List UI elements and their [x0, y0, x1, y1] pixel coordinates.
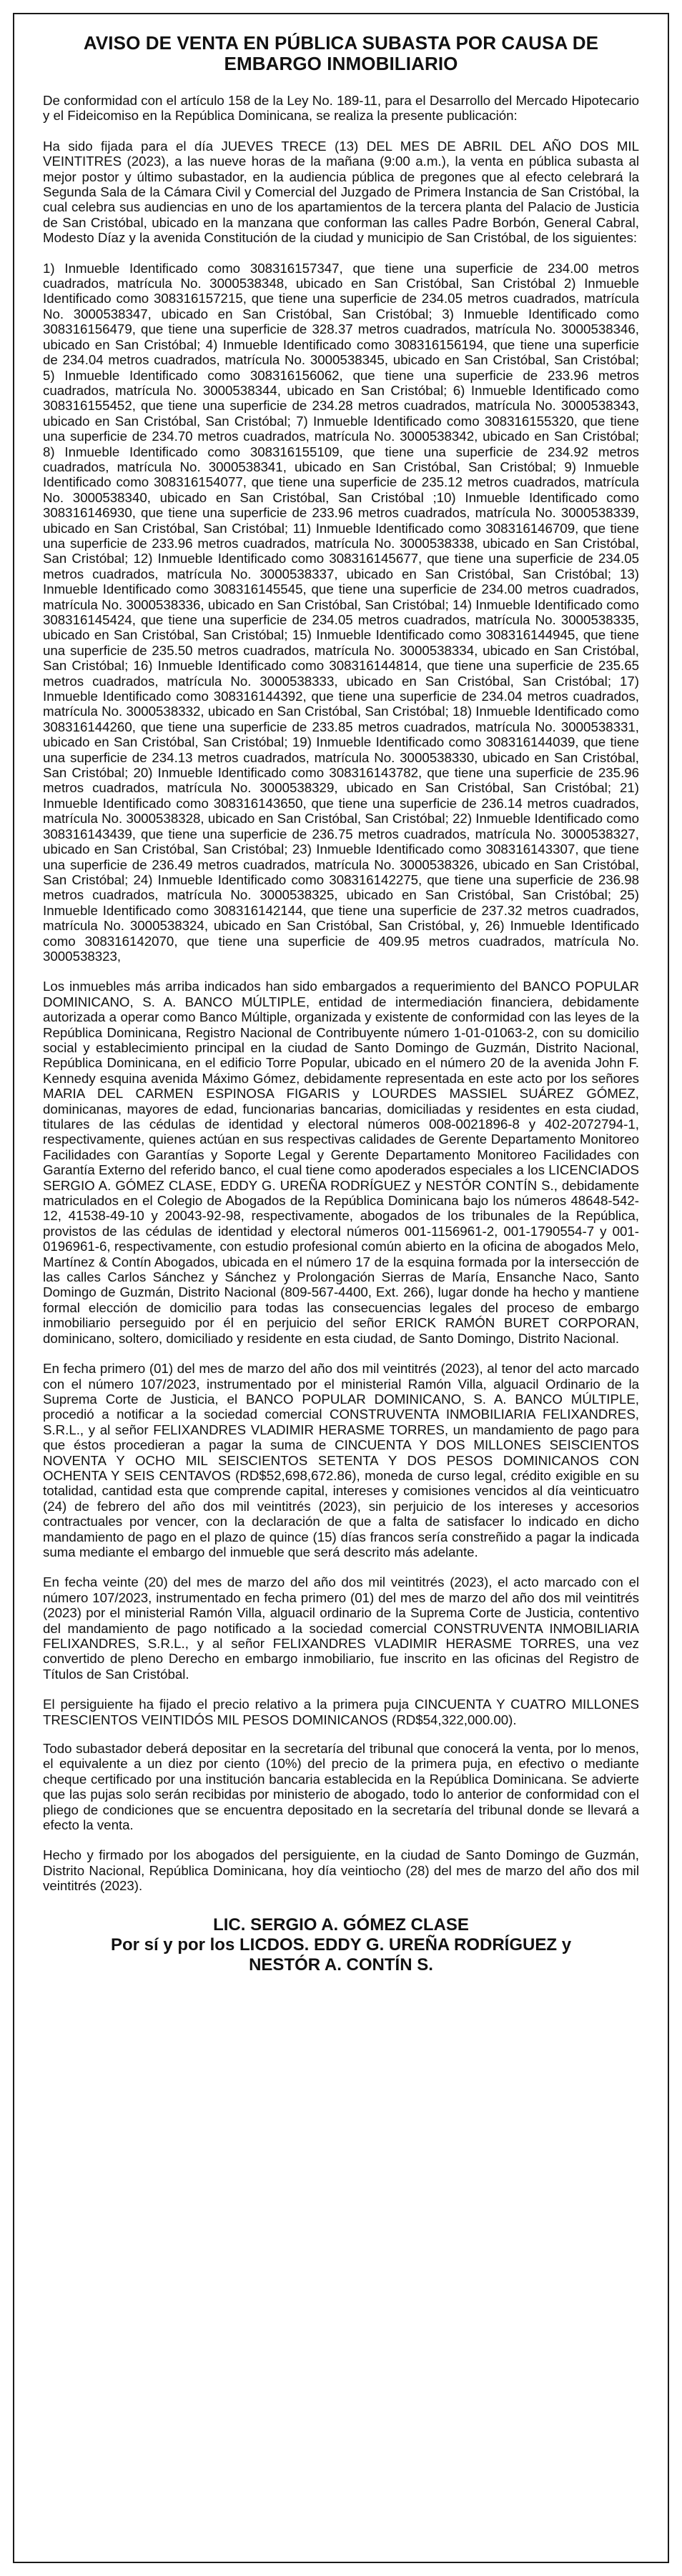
notice-title: AVISO DE VENTA EN PÚBLICA SUBASTA POR CAUSA DE EMBARGO INMOBILIARIO — [83, 33, 599, 74]
intro-paragraph: De conformidad con el artículo 158 de la Ley No. 189-11, para el Desarrollo del Mercado Hipotecario y el Fideicomiso en la República Dominicana, se realiza la presente publicación: — [43, 93, 639, 124]
bidder-deposit-paragraph: Todo subastador deberá depositar en la secretaría del tribunal que conocerá la venta, por lo menos, el equivalente a un diez por ciento (10%) del precio de la primera puja, en efectivo o mediante cheque certificado por una institución bancaria establecida en la República Dominicana. Se advierte que las pujas solo serán recibidas por ministerio de abogado, todo lo anterior de conformidad con el pliego de condiciones que se encuentra depositado en la secretaría del tribunal donde se llevará a efecto la venta. — [43, 1741, 639, 1833]
signature-line-2: Por sí y por los LICDOS. EDDY G. UREÑA RODRÍGUEZ y — [110, 1935, 572, 1955]
first-bid-price-paragraph: El persiguiente ha fijado el precio relativo a la primera puja CINCUENTA Y CUATRO MILLONES TRESCIENTOS VEINTIDÓS MIL PESOS DOMINICANOS (RD$54,322,000.00). — [43, 1697, 639, 1727]
signature-line-3: NESTÓR A. CONTÍN S. — [249, 1955, 433, 1975]
signature-line-1: LIC. SERGIO A. GÓMEZ CLASE — [213, 1914, 469, 1935]
notice-content — [43, 33, 639, 2547]
creditor-paragraph: Los inmuebles más arriba indicados han sido embargados a requerimiento del BANCO POPULAR DOMINICANO, S. A. BANCO MÚLTIPLE, entidad de intermediación financiera, debidamente autorizada a operar como Banco Múltiple, organizada y existente de conformidad con las leyes de la República Dominicana, Registro Nacional de Contribuyente número 1-01-01063-2, con su domicilio social y establecimiento principal en la ciudad de Santo Domingo de Guzmán, Distrito Nacional, República Dominicana, en el edificio Torre Popular, ubicado en el número 20 de la avenida John F. Kennedy esquina avenida Máximo Gómez, debidamente representada en este acto por los señores MARIA DEL CARMEN ESPINOSA FIGARIS y LOURDES MASSIEL SUÁREZ GÓMEZ, dominicanas, mayores de edad, funcionarias bancarias, domiciliadas y residentes en esta ciudad, titulares de las cédulas de identidad y electoral números 008-0021896-8 y 402-2072794-1, respectivamente, quienes actúan en sus respectivas calidades de Gerente Departamento Monitoreo Facilidades con Garantías y Soporte Legal y Gerente Departamento Monitoreo Facilidades con Garantía Externo del referido banco, el cual tiene como apoderados especiales a los LICENCIADOS SERGIO A. GÓMEZ CLASE, EDDY G. UREÑA RODRÍGUEZ y NESTÓR CONTÍN S., debidamente matriculados en el Colegio de Abogados de la República Dominicana bajo los números 48648-542-12, 41538-49-10 y 20043-92-98, respectivamente, abogados de los tribunales de la República, provistos de las cédulas de identidad y electoral números 001-1156961-2, 001-1790554-7 y 001-0196961-6, respectivamente, con estudio profesional común abierto en la oficina de abogados Melo, Martínez & Contín Abogados, ubicada en el número 17 de la esquina formada por la intersección de las calles Carlos Sánchez y Sánchez y Prolongación Sierras de María, Ensanche Naco, Santo Domingo de Guzmán, Distrito Nacional (809-567-4400, Ext. 266), lugar donde ha hecho y mantiene formal elección de domicilio para todas las consecuencias legales del proceso de embargo inmobiliario perseguido por él en perjuicio del señor ERICK RAMÓN BURET CORPORAN, dominicano, soltero, domiciliado y residente en esta ciudad, de Santo Domingo, Distrito Nacional. — [43, 979, 639, 1346]
auction-date-paragraph: Ha sido fijada para el día JUEVES TRECE (13) DEL MES DE ABRIL DEL AÑO DOS MIL VEINTITRES (2023), a las nueve horas de la mañana (9:00 a.m.), la venta en pública subasta al mejor postor y último subastador, en la audiencia pública de pregones que al efecto celebrará la Segunda Sala de la Cámara Civil y Comercial del Juzgado de Primera Instancia de San Cristóbal, la cual celebra sus audiencias en uno de los apartamientos de la tercera planta del Palacio de Justicia de San Cristóbal, ubicado en la manzana que conforman las calles Padre Borbón, General Cabral, Modesto Díaz y la avenida Constitución de la ciudad y municipio de San Cristóbal, de los siguientes: — [43, 138, 639, 246]
property-list-paragraph: 1) Inmueble Identificado como 308316157347, que tiene una superficie de 234.00 metros cuadrados, matrícula No. 3000538348, ubicado en San Cristóbal, San Cristóbal 2) Inmueble Identificado como 308316157215, que tiene una superficie de 234.05 metros cuadrados, matrícula No. 3000538347, ubicado en San Cristóbal, San Cristóbal; 3) Inmueble Identificado como 308316156479, que tiene una superficie de 328.37 metros cuadrados, matrícula No. 3000538346, ubicado en San Cristóbal; 4) Inmueble Identificado como 308316156194, que tiene una superficie de 234.04 metros cuadrados, matrícula No. 3000538345, ubicado en San Cristóbal, San Cristóbal; 5) Inmueble Identificado como 308316156062, que tiene una superficie de 233.96 metros cuadrados, matrícula No. 3000538344, ubicado en San Cristóbal; 6) Inmueble Identificado como 308316155452, que tiene una superficie de 234.28 metros cuadrados, matrícula No. 3000538343, ubicado en San Cristóbal, San Cristóbal; 7) Inmueble Identificado como 308316155320, que tiene una superficie de 234.70 metros cuadrados, matrícula No. 3000538342, ubicado en San Cristóbal; 8) Inmueble Identificado como 308316155109, que tiene una superficie de 234.92 metros cuadrados, matrícula No. 3000538341, ubicado en San Cristóbal, San Cristóbal; 9) Inmueble Identificado como 308316154077, que tiene una superficie de 235.12 metros cuadrados, matrícula No. 3000538340, ubicado en San Cristóbal, San Cristóbal ;10) Inmueble Identificado como 308316146930, que tiene una superficie de 233.96 metros cuadrados, matrícula No. 3000538339, ubicado en San Cristóbal, San Cristóbal; 11) Inmueble Identificado como 308316146709, que tiene una superficie de 233.96 metros cuadrados, matrícula No. 3000538338, ubicado en San Cristóbal, San Cristóbal; 12) Inmueble Identificado como 308316145677, que tiene una superficie de 234.05 metros cuadrados, matrícula No. 3000538337, ubicado en San Cristóbal, San Cristóbal; 13) Inmueble Identificado como 308316145545, que tiene una superficie de 234.00 metros cuadrados, matrícula No. 3000538336, ubicado en San Cristóbal, San Cristóbal; 14) Inmueble Identificado como 308316145424, que tiene una superficie de 234.05 metros cuadrados, matrícula No. 3000538335, ubicado en San Cristóbal, San Cristóbal; 15) Inmueble Identificado como 308316144945, que tiene una superficie de 235.50 metros cuadrados, matrícula No. 3000538334, ubicado en San Cristóbal, San Cristóbal; 16) Inmueble Identificado como 308316144814, que tiene una superficie de 235.65 metros cuadrados, matrícula No. 3000538333, ubicado en San Cristóbal, San Cristóbal; 17) Inmueble Identificado como 308316144392, que tiene una superficie de 234.04 metros cuadrados, matrícula No. 3000538332, ubicado en San Cristóbal, San Cristóbal; 18) Inmueble Identificado como 308316144260, que tiene una superficie de 233.85 metros cuadrados, matrícula No. 3000538331, ubicado en San Cristóbal, San Cristóbal; 19) Inmueble Identificado como 308316144039, que tiene una superficie de 234.13 metros cuadrados, matrícula No. 3000538330, ubicado en San Cristóbal, San Cristóbal; 20) Inmueble Identificado como 308316143782, que tiene una superficie de 235.96 metros cuadrados, matrícula No. 3000538329, ubicado en San Cristóbal, San Cristóbal; 21) Inmueble Identificado como 308316143650, que tiene una superficie de 236.14 metros cuadrados, matrícula No. 3000538328, ubicado en San Cristóbal, San Cristóbal; 22) Inmueble Identificado como 308316143439, que tiene una superficie de 236.75 metros cuadrados, matrícula No. 3000538327, ubicado en San Cristóbal, San Cristóbal; 23) Inmueble Identificado como 308316143307, que tiene una superficie de 236.49 metros cuadrados, matrícula No. 3000538326, ubicado en San Cristóbal, San Cristóbal; 24) Inmueble Identificado como 308316142275, que tiene una superficie de 236.98 metros cuadrados, matrícula No. 3000538325, ubicado en San Cristóbal, San Cristóbal; 25) Inmueble Identificado como 308316142144, que tiene una superficie de 237.32 metros cuadrados, matrícula No. 3000538324, ubicado en San Cristóbal, San Cristóbal, y, 26) Inmueble Identificado como 308316142070, que tiene una superficie de 409.95 metros cuadrados, matrícula No. 3000538323, — [43, 260, 639, 964]
notice-border — [13, 13, 669, 2563]
payment-order-paragraph: En fecha primero (01) del mes de marzo del año dos mil veintitrés (2023), al tenor del acto marcado con el número 107/2023, instrumentado por el ministerial Ramón Villa, alguacil Ordinario de la Suprema Corte de Justicia, el BANCO POPULAR DOMINICANO, S. A. BANCO MÚLTIPLE, procedió a notificar a la sociedad comercial CONSTRUVENTA INMOBILIARIA FELIXANDRES, S.R.L., y al señor FELIXANDRES VLADIMIR HERASME TORRES, un mandamiento de pago para que éstos procedieran a pagar la suma de CINCUENTA Y DOS MILLONES SEISCIENTOS NOVENTA Y OCHO MIL SEISCIENTOS SETENTA Y DOS PESOS DOMINICANOS CON OCHENTA Y SEIS CENTAVOS (RD$52,698,672.86), moneda de curso legal, crédito exigible en su totalidad, cantidad esta que comprende capital, intereses y comisiones vencidos al día veinticuatro (24) de febrero del año dos mil veintitrés (2023), sin perjuicio de los intereses y accesorios contractuales por vencer, con la declaración de que a falta de satisfacer lo indicado en dicho mandamiento de pago en el plazo de quince (15) días francos sería constreñido a pagar la indicada suma mediante el embargo del inmueble que será descrito más adelante. — [43, 1361, 639, 1559]
signed-date-paragraph: Hecho y firmado por los abogados del persiguiente, en la ciudad de Santo Domingo de Guzmán, Distrito Nacional, República Dominicana, hoy día veintiocho (28) del mes de marzo del año dos mil veintitrés (2023). — [43, 1847, 639, 1894]
seizure-registration-paragraph: En fecha veinte (20) del mes de marzo del año dos mil veintitrés (2023), el acto marcado con el número 107/2023, instrumentado en fecha primero (01) del mes de marzo del año dos mil veintitrés (2023) por el ministerial Ramón Villa, alguacil ordinario de la Suprema Corte de Justicia, contentivo del mandamiento de pago notificado a la sociedad comercial CONSTRUVENTA INMOBILIARIA FELIXANDRES, S.R.L., y al señor FELIXANDRES VLADIMIR HERASME TORRES, una vez convertido de pleno Derecho en embargo inmobiliario, fue inscrito en las oficinas del Registro de Títulos de San Cristóbal. — [43, 1574, 639, 1682]
signature-block — [43, 1915, 639, 1975]
